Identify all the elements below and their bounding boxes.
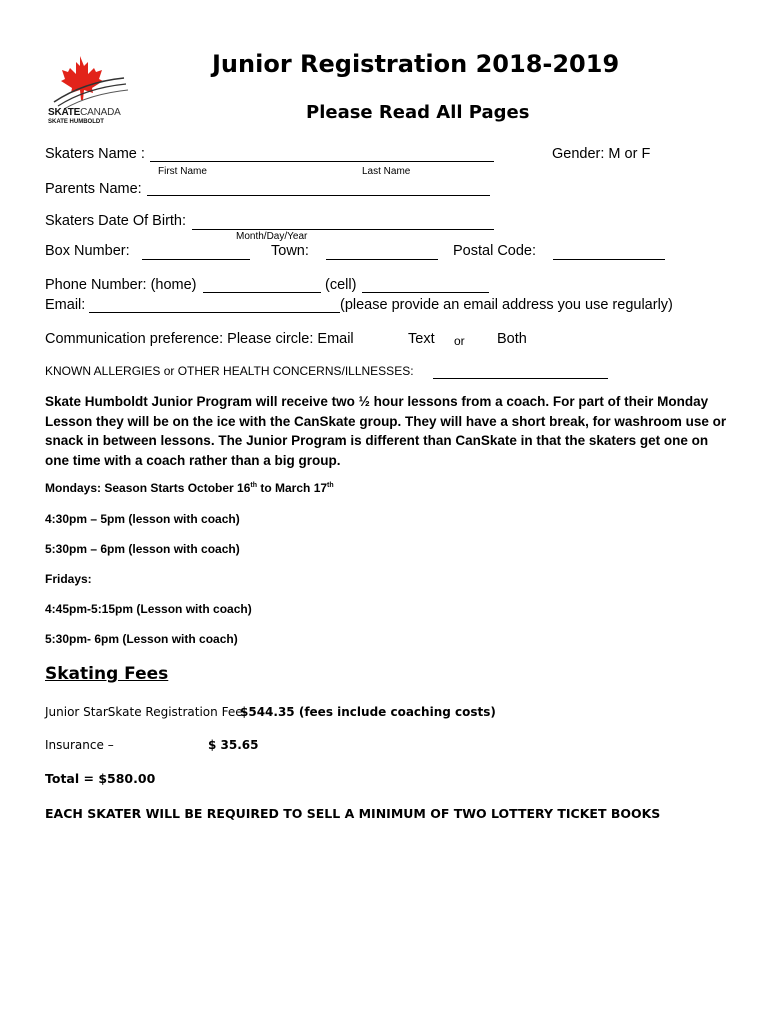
skaters-name-field[interactable]: [150, 161, 494, 162]
skate-canada-logo: [44, 52, 134, 132]
page-title: Junior Registration 2018-2019: [212, 50, 620, 78]
logo-club-name: SKATE HUMBOLDT: [48, 119, 104, 125]
allergies-label: KNOWN ALLERGIES or OTHER HEALTH CONCERNS/ILLNESSES:: [45, 364, 414, 378]
mondays-sup1: th: [250, 482, 258, 489]
logo-brand-light: CANADA: [80, 107, 121, 118]
phone-cell-field[interactable]: [362, 292, 489, 293]
postal-code-field[interactable]: [553, 259, 665, 260]
box-number-label: Box Number:: [45, 243, 130, 259]
town-field[interactable]: [326, 259, 438, 260]
allergies-field[interactable]: [433, 378, 608, 379]
mondays-sup2: th: [327, 482, 334, 489]
friday-slot-1: 4:45pm-5:15pm (Lesson with coach): [45, 602, 252, 616]
logo-brand-bold: SKATE: [48, 107, 81, 118]
email-label: Email:: [45, 297, 86, 313]
monday-slot-2: 5:30pm – 6pm (lesson with coach): [45, 542, 240, 556]
postal-code-label: Postal Code:: [453, 243, 537, 259]
insurance-amount: $ 35.65: [208, 738, 259, 752]
insurance-label: Insurance –: [45, 738, 114, 752]
communication-label: Communication preference: Please circle: Email: [45, 331, 354, 347]
page-subtitle: Please Read All Pages: [306, 102, 530, 123]
town-label: Town:: [271, 243, 309, 259]
registration-fee-amount: $544.35 (fees include coaching costs): [240, 705, 496, 719]
skating-fees-heading: Skating Fees: [45, 664, 169, 684]
box-number-field[interactable]: [142, 259, 250, 260]
mondays-mid: to March 17: [257, 481, 328, 495]
email-note: (please provide an email address you use regularly): [340, 297, 673, 313]
registration-fee-label: Junior StarSkate Registration Fee-: [45, 705, 247, 719]
monday-slot-1: 4:30pm – 5pm (lesson with coach): [45, 512, 240, 526]
dob-label: Skaters Date Of Birth:: [45, 213, 187, 229]
friday-slot-2: 5:30pm- 6pm (Lesson with coach): [45, 632, 238, 646]
parents-name-label: Parents Name:: [45, 181, 142, 197]
first-name-hint: First Name: [158, 166, 207, 177]
email-field[interactable]: [89, 312, 340, 313]
total-fee: Total = $580.00: [45, 771, 156, 786]
skaters-name-label: Skaters Name :: [45, 146, 145, 162]
mondays-heading: [45, 481, 334, 495]
comm-option-text[interactable]: Text: [408, 331, 435, 347]
phone-home-field[interactable]: [203, 292, 321, 293]
phone-cell-label: (cell): [325, 277, 357, 293]
mondays-prefix: Mondays: Season Starts October 16: [45, 481, 251, 495]
maple-leaf-icon: [44, 52, 134, 112]
comm-option-both[interactable]: Both: [497, 331, 527, 347]
lottery-notice: EACH SKATER WILL BE REQUIRED TO SELL A MINIMUM OF TWO LOTTERY TICKET BOOKS: [45, 806, 661, 821]
fridays-heading: Fridays:: [45, 572, 92, 586]
parents-name-field[interactable]: [147, 195, 490, 196]
phone-home-label: Phone Number: (home): [45, 277, 197, 293]
program-description: Skate Humboldt Junior Program will receive two ½ hour lessons from a coach. For part of their Monday Lesson they will be on the ice with the CanSkate group. They will have a short break, for washroom use or snack in between lessons. The Junior Program is different than CanSkate in that the skaters get one on one time with a coach rather than a big group.: [45, 394, 727, 468]
gender-label: Gender: M or F: [552, 146, 651, 162]
comm-or: or: [454, 334, 465, 348]
dob-field[interactable]: [192, 229, 494, 230]
dob-hint: Month/Day/Year: [236, 231, 308, 242]
last-name-hint: Last Name: [362, 166, 411, 177]
